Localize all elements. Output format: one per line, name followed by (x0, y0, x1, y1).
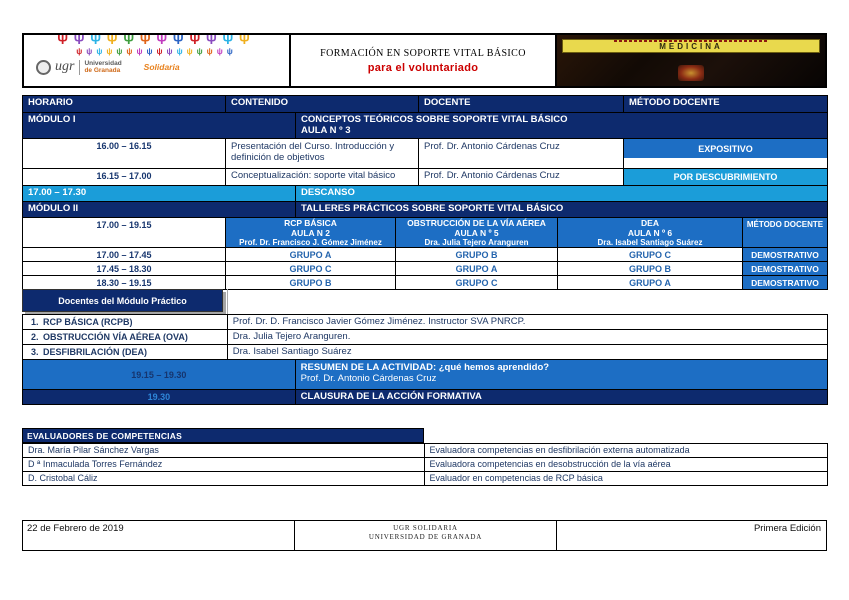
hand-icon: ψ (216, 47, 227, 56)
medicina-banner (557, 35, 825, 86)
medicina-label: MEDICINA (659, 42, 723, 51)
evaluador-row (23, 472, 828, 486)
hand-icon: Ψ (239, 35, 256, 47)
solidaria-label: Solidaria (143, 62, 180, 72)
evaluador-name: Dra. María Pilar Sánchez Vargas (23, 444, 425, 458)
session-row (23, 169, 828, 186)
taller-docente: Dra. Isabel Santiago Suárez (597, 238, 703, 247)
turno-row (23, 276, 828, 290)
descanso-time: 17.00 – 17.30 (23, 186, 296, 202)
schedule-table (22, 95, 828, 290)
clausura-row (23, 390, 828, 405)
ugr-solidaria-logo (24, 35, 291, 86)
metodo-cell: DEMOSTRATIVO (743, 276, 828, 290)
taller-nombre: RCP BÁSICA (284, 218, 337, 228)
modulo1-title: CONCEPTOS TEÓRICOS SOBRE SOPORTE VITAL BÁSICO (301, 114, 568, 125)
taller-docente: Prof. Dr. Francisco J. Gómez Jiménez (239, 238, 382, 247)
modulo1-row (23, 113, 828, 139)
metodo-label: EXPOSITIVO (624, 139, 827, 158)
hand-icon: Ψ (173, 35, 190, 47)
footer-table (22, 520, 827, 551)
grupo-cell: GRUPO B (226, 276, 396, 290)
descanso-row (23, 186, 828, 202)
docentes-table (22, 314, 828, 405)
talleres-header-row (23, 218, 828, 248)
item-number: 1. (31, 317, 39, 327)
descanso-label: DESCANSO (296, 186, 828, 202)
evaluadores-table (22, 443, 828, 486)
hand-icon: Ψ (206, 35, 223, 47)
grupo-cell: GRUPO C (226, 262, 396, 276)
ugr-acronym: ugr (55, 59, 75, 74)
resumen-row (23, 360, 828, 390)
turno-row (23, 262, 828, 276)
resumen-time: 19.15 – 19.30 (23, 360, 296, 390)
grupo-cell: GRUPO C (396, 276, 558, 290)
evaluador-row (23, 458, 828, 472)
modulo1-label: MÓDULO I (23, 113, 296, 139)
time-cell: 16.15 – 17.00 (23, 169, 226, 186)
docentes-practico-box (22, 289, 223, 312)
docente-cell: Prof. Dr. Antonio Cárdenas Cruz (419, 139, 624, 169)
resumen-line1: RESUMEN DE LA ACTIVIDAD: ¿qué hemos aprendido? (300, 362, 550, 373)
evaluador-role: Evaluadora competencias en desfibrilación externa automatizada (425, 444, 829, 458)
taller-aula: AULA N º 6 (627, 227, 673, 238)
metodo-cell: DEMOSTRATIVO (743, 248, 828, 262)
hand-icon: ψ (176, 47, 187, 56)
taller-ova-header (396, 218, 558, 248)
session-row (23, 139, 828, 169)
hand-icon: ψ (76, 47, 87, 56)
evaluador-name: D ª Inmaculada Torres Fernández (23, 458, 425, 472)
hand-icon: Ψ (57, 35, 74, 47)
hand-icon: ψ (146, 47, 157, 56)
footer-org (295, 521, 557, 550)
docentes-practico-box-label: Docentes del Módulo Práctico (58, 295, 187, 306)
medicina-band (562, 39, 820, 53)
metodo-cell: POR DESCUBRIMIENTO (624, 169, 828, 186)
metodo-cell: DEMOSTRATIVO (743, 262, 828, 276)
docente-cell: Prof. Dr. Antonio Cárdenas Cruz (419, 169, 624, 186)
taller-dea-header (558, 218, 743, 248)
modulo1-title-cell (296, 113, 828, 139)
resumen-line2: Prof. Dr. Antonio Cárdenas Cruz (300, 373, 437, 384)
modulo2-label: MÓDULO II (23, 202, 296, 218)
ugr-name-line2: de Granada (84, 67, 121, 74)
metodo-cell (624, 139, 828, 169)
hands-graphic-icon (24, 35, 289, 45)
hand-icon: ψ (166, 47, 177, 56)
evaluador-name: D. Cristobal Cáliz (23, 472, 425, 486)
course-subtitle: para el voluntariado (367, 61, 479, 74)
clausura-time: 19.30 (23, 390, 296, 405)
evaluador-role: Evaluador en competencias de RCP básica (425, 472, 829, 486)
evaluadores-header-bar (22, 428, 424, 443)
footer-date: 22 de Febrero de 2019 (23, 521, 295, 550)
grupo-cell: GRUPO A (226, 248, 396, 262)
header-docente: DOCENTE (419, 96, 624, 113)
hand-icon: Ψ (222, 35, 240, 47)
time-cell: 17.00 – 19.15 (23, 218, 226, 248)
course-title-cell (291, 35, 557, 86)
hand-icon: ψ (116, 47, 127, 56)
hand-icon: ψ (196, 47, 207, 56)
taller-docente: Dra. Julia Tejero Aranguren (424, 238, 529, 247)
item-number: 3. (31, 347, 39, 357)
item-number: 2. (31, 332, 39, 342)
hand-icon: ψ (136, 47, 147, 56)
docente-label-cell (23, 330, 228, 345)
footer-edition: Primera Edición (753, 523, 821, 534)
docente-value-cell: Dra. Isabel Santiago Suárez (228, 345, 828, 360)
grupo-cell: GRUPO A (558, 276, 743, 290)
hand-icon: ψ (226, 47, 237, 56)
resumen-cell (296, 360, 828, 390)
talleres-metodo-header: MÉTODO DOCENTE (743, 218, 828, 248)
hand-icon: ψ (86, 47, 97, 56)
content-cell: Conceptualización: soporte vital básico (226, 169, 419, 186)
docente-value-cell: Prof. Dr. D. Francisco Javier Gómez Jiménez. Instructor SVA PNRCP. (228, 315, 828, 330)
taller-nombre: OBSTRUCCIÓN DE LA VÍA AÉREA (407, 218, 546, 228)
taller-aula: AULA N 2 (291, 227, 330, 238)
grupo-cell: GRUPO B (396, 248, 558, 262)
docente-value-cell: Dra. Julia Tejero Aranguren. (228, 330, 828, 345)
item-label: OBSTRUCCIÓN VÍA AÉREA (OVA) (43, 332, 188, 342)
grupo-cell: GRUPO C (558, 248, 743, 262)
hand-icon: ψ (206, 47, 217, 56)
grupo-cell: GRUPO A (396, 262, 558, 276)
grupo-cell: GRUPO B (558, 262, 743, 276)
evaluador-row (23, 444, 828, 458)
modulo2-title: TALLERES PRÁCTICOS SOBRE SOPORTE VITAL BÁSICO (296, 202, 828, 218)
docente-row (23, 330, 828, 345)
header-horario: HORARIO (23, 96, 226, 113)
docente-row (23, 315, 828, 330)
hand-icon: Ψ (189, 35, 207, 47)
turno-row (23, 248, 828, 262)
footer-org-line1: UGR SOLIDARIA (393, 524, 458, 532)
medicina-shield-icon (678, 65, 704, 81)
hand-icon: Ψ (123, 35, 140, 47)
taller-aula: AULA N º 5 (454, 227, 499, 238)
footer-org-line2: UNIVERSIDAD DE GRANADA (368, 533, 483, 541)
table-header-row (23, 96, 828, 113)
time-cell: 16.00 – 16.15 (23, 139, 226, 169)
header-metodo-docente: MÉTODO DOCENTE (624, 96, 828, 113)
hand-icon: ψ (106, 47, 117, 56)
time-cell: 17.00 – 17.45 (23, 248, 226, 262)
header-contenido: CONTENIDO (226, 96, 419, 113)
hand-icon: Ψ (73, 35, 91, 47)
docente-label-cell (23, 345, 228, 360)
hand-icon: ψ (96, 47, 107, 56)
course-title: FORMACIÓN EN SOPORTE VITAL BÁSICO (320, 47, 526, 59)
evaluador-role: Evaluadora competencias en desobstrucción de la vía aérea (425, 458, 829, 472)
evaluadores-header: EVALUADORES DE COMPETENCIAS (27, 430, 182, 441)
hand-icon: Ψ (139, 35, 157, 47)
taller-rcp-header (226, 218, 396, 248)
item-label: RCP BÁSICA (RCPB) (43, 317, 133, 327)
ugr-name-line1: Universidad (84, 60, 122, 67)
ugr-name (84, 60, 121, 74)
item-label: DESFIBRILACIÓN (DEA) (43, 347, 147, 357)
hand-icon: ψ (126, 47, 137, 56)
hand-icon: ψ (156, 47, 167, 56)
logo-divider (79, 60, 80, 75)
docente-row (23, 345, 828, 360)
modulo2-row (23, 202, 828, 218)
table-divider (227, 289, 228, 315)
content-cell: Presentación del Curso. Introducción y definición de objetivos (226, 139, 419, 169)
hand-icon: Ψ (90, 35, 107, 47)
hand-icon: Ψ (156, 35, 174, 47)
clausura-label: CLAUSURA DE LA ACCIÓN FORMATIVA (296, 390, 828, 405)
ugr-seal-icon (36, 60, 51, 75)
header-banner (22, 33, 827, 88)
time-cell: 17.45 – 18.30 (23, 262, 226, 276)
hand-icon: Ψ (106, 35, 124, 47)
taller-nombre: DEA (641, 218, 659, 228)
docente-label-cell (23, 315, 228, 330)
time-cell: 18.30 – 19.15 (23, 276, 226, 290)
modulo1-aula: AULA N º 3 (301, 125, 351, 136)
hand-icon: ψ (186, 47, 197, 56)
